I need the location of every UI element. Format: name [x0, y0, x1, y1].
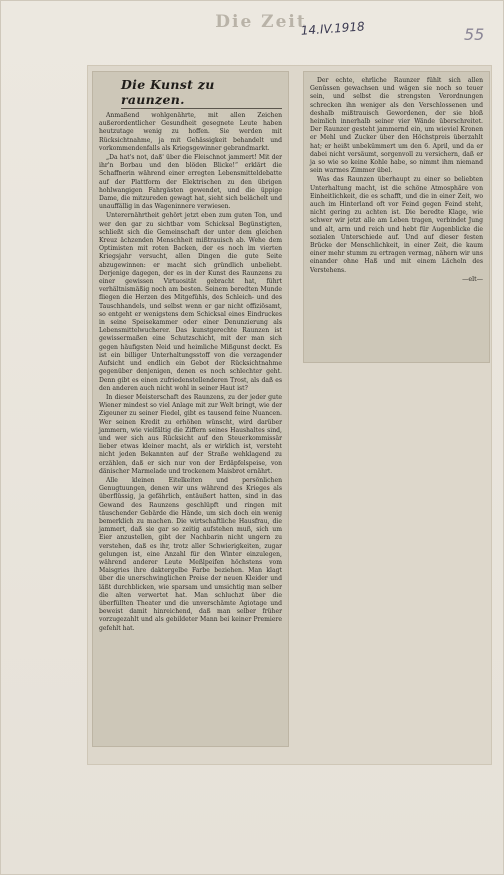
column-2-text: [310, 77, 483, 275]
paragraph: Was das Raunzen überhaupt zu einer so beliebten Unterhaltung macht, ist die schöne Atmosphäre von Einheitlichkeit, die es schafft, und die in einer Zeit, wo auch im Hinterland oft vor Feind gegen Feind steht, nicht gering zu achten ist. Die beredte Klage, wie schwer wir jetzt alle am Leben tragen, verbindet Jung und alt, arm und reich und hebt für Augenblicke die sozialen Unterschiede auf. Und auf dieser festen Brücke der Menschlichkeit, in einer Zeit, die kaum einer mehr stumm zu ertragen vermag, nähern wir uns einander ohne Haß und mit einem Lächeln des Verstehens.: [310, 176, 483, 274]
column-1-text: [99, 112, 282, 633]
paragraph: „Da hat's not, daß' über die Fleischnot jammert! Mit der ihr'n Borbau und den blöden Blicke!“ erklärt die Schaffnerin während einer erregten Lebensmitteldebatte auf der Plattform der Elektrischen zu den übrigen hohlwangigen Fahrgästen gewendet, und die üppige Dame, die mitzureden gewagt hat, sieht sich belächelt und unauffällig in das Wageninnere verwiesen.: [99, 154, 282, 211]
paragraph: In dieser Meisterschaft des Raunzens, zu der jeder gute Wiener mindest so viel Anlage mit zur Welt bringt, wie der Zigeuner zu seiner Fiedel, gibt es tausend feine Nuancen. Wer seinen Kredit zu erhöhen wünscht, wird darüber jammern, wie vielfältig die Ziffern seines Haushaltes sind, und wer sich aus Rücksicht auf den Steuerkommissär lieber etwas kleiner macht, als er wirklich ist, versteht nicht jeden Bekannten auf der Straße wehklagend zu erzählen, daß er sich nur von der Erdäpfelspeise, von dänischer Marmelade und trockenem Maisbrot ernährt.: [99, 393, 282, 475]
clipping-column-2: [303, 71, 490, 363]
page-number: 55: [464, 25, 485, 44]
paragraph: Unterernährtheit gehört jetzt eben zum guten Ton, und wer den gar zu sichtbar vom Schicksal Begünstigten, schließt sich die Gemeinschaft der unter dem gleichen Kreuz ächzenden Menschheit mißtrauisch ab. Wehe dem Optimisten mit roten Backen, der es noch im vierten Kriegsjahr versucht, allen Dingen die gute Seite abzugewinnen: er macht sich gründlich unbeliebt. Derjenige dagegen, der es in der Kunst des Raunzens zu einer gewissen Virtuosität gebracht hat, führt verhältnismäßig noch am besten. Seinem beredten Munde fliegen die Herzen des Mitgefühls, des Schleich- und des Tauschhandels, und selbst wenn er gar nicht offiziösamt, so entgeht er wenigstens dem Schicksal eines Eindruckes in seine Speisekammer oder einer Denunzierung als Lebensmittelwucherer. Das kunstgerechte Raunzen ist gewissermaßen eine Schutzschicht, mit der man sich gegen häufigsten Neid und heimliche Mißgunst deckt. Es ist ein billiger Unterhaltungsstoff von die verzagender Aufsicht und endlich ein Gebot der Rücksichtnahme gegenüber denjenigen, denen es noch schlechter geht. Denn gibt es einen zufriedenstellenderen Trost, als daß es den anderen auch nicht wohl in seiner Haut ist?: [99, 212, 282, 392]
paragraph: Der echte, ehrliche Raunzer fühlt sich allen Genüssen gewachsen und wägen sie noch so teuer sein, und selbst die strengsten Verordnungen schrecken ihn weniger als den Verschlossenen und deshalb mißtrauisch Gewordenen, der sie bloß heimlich innerhalb seiner vier Wände überschreitet. Der Raunzer gesteht jammernd ein, um wieviel Kronen er Mehl und Zucker über den Höchstpreis überzahlt hat; er heißt unbekümmert um den 6. April, und da er dabei nicht versäumt, sorgenvoll zu versichern, daß er ja so wie so keine Kohle habe, so nimmt ihm niemand sein warmes Zimmer übel.: [310, 77, 483, 175]
article-title: Die Kunst zu raunzen.: [121, 77, 282, 109]
clipping-column-1: [92, 71, 289, 747]
newspaper-masthead: Die Zeit: [215, 12, 307, 32]
handwritten-date: 14.IV.1918: [300, 19, 366, 38]
paragraph: Anmaßend wohlgenährte, mit allen Zeichen außerordentlicher Gesundheit gesegnete Leute haben heutzutage wenig zu hoffen. Sie werden mit Rücksichtnahme, ja mit Gehässigkeit behandelt und vorkommendenfalls als Kriegsgewinner gebrandmarkt.: [99, 112, 282, 152]
author-signature: —elt—: [462, 275, 483, 283]
paragraph: Alle kleinen Eitelkeiten und persönlichen Genugtuungen, denen wir uns während des Krieges als überflüssig, ja gefährlich, entäußert hatten, sind in das Gewand des Raunzens geschlüpft und ringen mit täuschender Gebärde die Hände, um sich doch ein wenig bemerklich zu machen. Die wirtschaftliche Hausfrau, die jammert, daß sie gar so zeitig aufstehen muß, sich um Eier anzustellen, gibt der Nachbarin nicht ungern zu verstehen, daß es ihr, trotz aller Schwierigkeiten, zugar gelungen ist, eine Anzahl für den Winter einzulegen, während anderer Leute Meßlpeifen höchstens vom Maisgries ihre daktergelbe Farbe beziehen. Man klagt über die unerschwinglichen Preise der neuen Kleider und läßt durchblicken, wie sparsam und umsichtig man selber die alten verwertet hat. Man schluchzt über die überfüllten Theater und die unverschämte Agiotage und beweist damit hinreichend, daß man selber früher vorzugezahlt und als gebildeter Mann bei keiner Premiere gefehlt hat.: [99, 476, 282, 632]
